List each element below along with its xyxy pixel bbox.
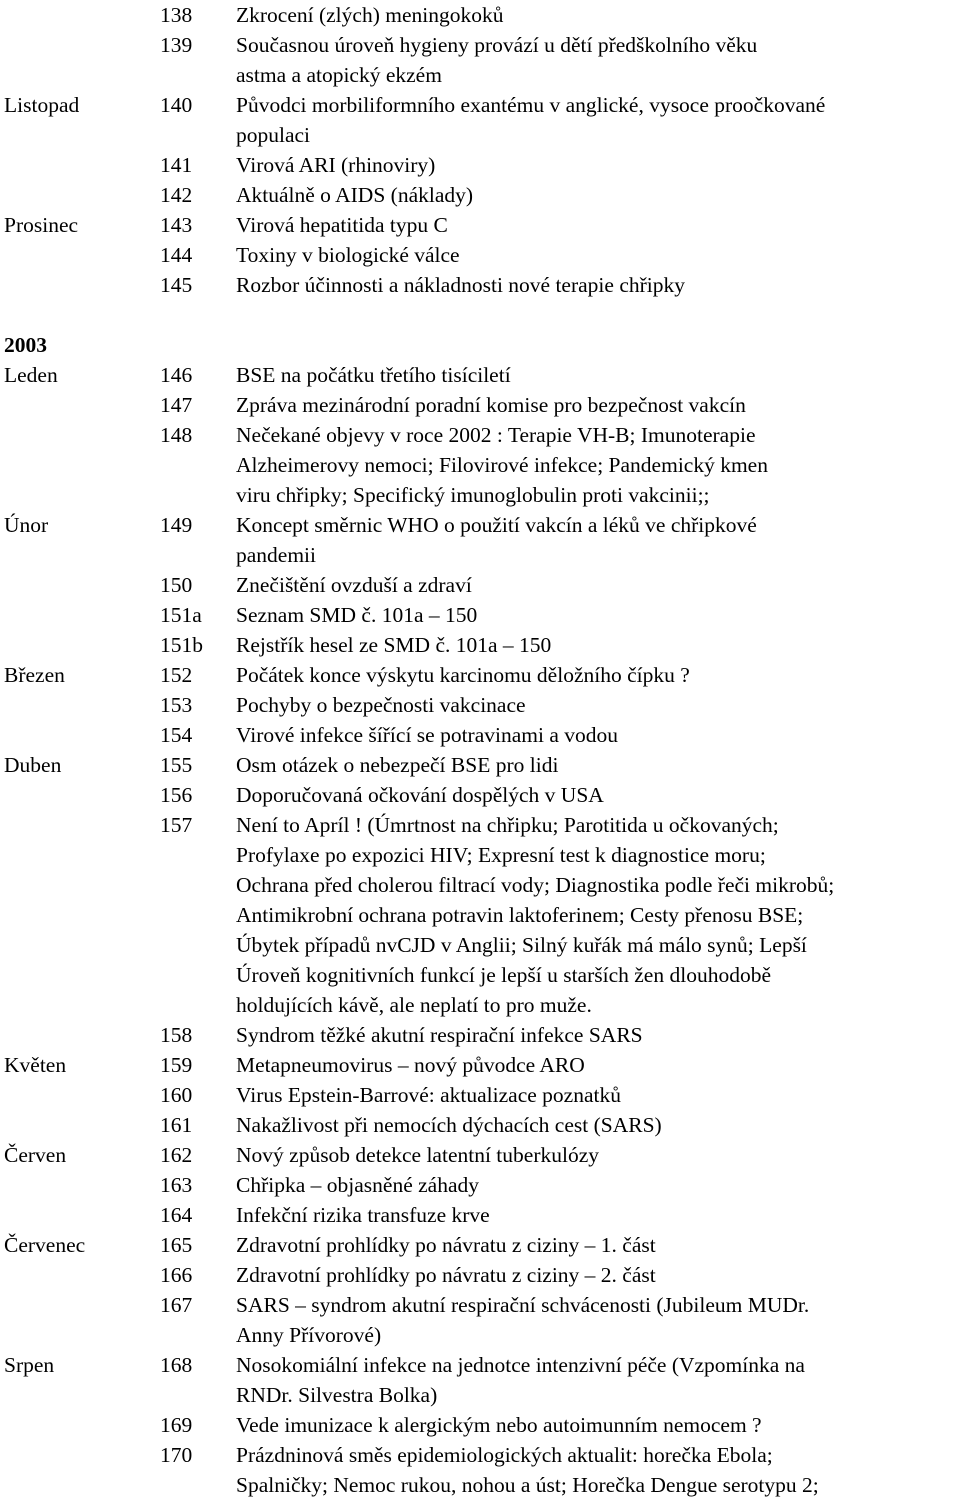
entry-row (0, 210, 960, 240)
issue-number: 158 (160, 1023, 193, 1047)
issue-number: 165 (160, 1233, 193, 1257)
issue-number: 143 (160, 213, 193, 237)
entry-continuation-row (0, 540, 960, 570)
entry-row (0, 420, 960, 450)
issue-number: 142 (160, 183, 193, 207)
entry-continuation-row (0, 900, 960, 930)
issue-title: Zkrocení (zlých) meningokoků (236, 3, 504, 27)
issue-title: populaci (236, 123, 311, 147)
issue-title: Nečekané objevy v roce 2002 : Terapie VH-B; Imunoterapie (236, 423, 756, 447)
entry-row (0, 0, 960, 30)
entry-row (0, 1140, 960, 1170)
issue-title: Virová ARI (rhinoviry) (236, 153, 436, 177)
issue-number: 145 (160, 273, 193, 297)
issue-number: 150 (160, 573, 193, 597)
entry-row (0, 1290, 960, 1320)
issue-title: Úroveň kognitivních funkcí je lepší u starších žen dlouhodobě (236, 963, 771, 987)
entry-row (0, 30, 960, 60)
entry-continuation-row (0, 840, 960, 870)
issue-title: Úbytek případů nvCJD v Anglii; Silný kuřák má málo synů; Lepší (236, 933, 807, 957)
entry-row (0, 1020, 960, 1050)
issue-title: Nosokomiální infekce na jednotce intenzivní péče (Vzpomínka na (236, 1353, 805, 1377)
month-label: Březen (4, 663, 65, 687)
entry-row (0, 180, 960, 210)
entry-continuation-row (0, 990, 960, 1020)
issue-number: 138 (160, 3, 193, 27)
year-heading-row (0, 330, 960, 360)
issue-title: Koncept směrnic WHO o použití vakcín a léků ve chřipkové (236, 513, 757, 537)
entry-continuation-row (0, 1380, 960, 1410)
entry-list-2003 (0, 360, 960, 1500)
issue-title: Pochyby o bezpečnosti vakcinace (236, 693, 526, 717)
issue-title: Nakažlivost při nemocích dýchacích cest (SARS) (236, 1113, 662, 1137)
entry-row (0, 1080, 960, 1110)
issue-title: Prázdninová směs epidemiologických aktualit: horečka Ebola; (236, 1443, 773, 1467)
entry-row (0, 1260, 960, 1290)
month-label: Duben (4, 753, 62, 777)
issue-title: Rozbor účinnosti a nákladnosti nové terapie chřipky (236, 273, 685, 297)
issue-number: 160 (160, 1083, 193, 1107)
issue-title: Virové infekce šířící se potravinami a vodou (236, 723, 619, 747)
entry-row (0, 1200, 960, 1230)
issue-number: 170 (160, 1443, 193, 1467)
issue-title: Nový způsob detekce latentní tuberkulózy (236, 1143, 600, 1167)
issue-number: 151b (160, 633, 203, 657)
issue-title: Anny Přívorové) (236, 1323, 382, 1347)
entry-row (0, 150, 960, 180)
issue-title: BSE na počátku třetího tisíciletí (236, 363, 511, 387)
issue-number: 161 (160, 1113, 193, 1137)
issue-number: 162 (160, 1143, 193, 1167)
entry-row (0, 1410, 960, 1440)
issue-number: 152 (160, 663, 193, 687)
issue-title: Původci morbiliformního exantému v anglické, vysoce proočkované (236, 93, 826, 117)
entry-row (0, 1350, 960, 1380)
entry-continuation-row (0, 120, 960, 150)
issue-number: 166 (160, 1263, 193, 1287)
entry-row (0, 1440, 960, 1470)
issue-title: holdujících kávě, ale neplatí to pro muže. (236, 993, 592, 1017)
issue-title: Toxiny v biologické válce (236, 243, 460, 267)
issue-number: 153 (160, 693, 193, 717)
issue-number: 140 (160, 93, 193, 117)
issue-title: Metapneumovirus – nový původce ARO (236, 1053, 585, 1077)
issue-title: Znečištění ovzduší a zdraví (236, 573, 472, 597)
entry-row (0, 270, 960, 300)
issue-number: 156 (160, 783, 193, 807)
issue-title: SARS – syndrom akutní respirační schvácenosti (Jubileum MUDr. (236, 1293, 810, 1317)
entry-continuation-row (0, 960, 960, 990)
issue-number: 167 (160, 1293, 193, 1317)
issue-title: Osm otázek o nebezpečí BSE pro lidi (236, 753, 559, 777)
issue-title: Seznam SMD č. 101a – 150 (236, 603, 478, 627)
issue-number: 139 (160, 33, 193, 57)
issue-title: Není to Apríl ! (Úmrtnost na chřipku; Parotitida u očkovaných; (236, 813, 779, 837)
issue-title: Aktuálně o AIDS (náklady) (236, 183, 474, 207)
issue-number: 149 (160, 513, 193, 537)
issue-title: Virus Epstein-Barrové: aktualizace poznatků (236, 1083, 621, 1107)
issue-title: pandemii (236, 543, 317, 567)
issue-title: Počátek konce výskytu karcinomu děložního čípku ? (236, 663, 690, 687)
month-label: Srpen (4, 1353, 55, 1377)
issue-title: viru chřipky; Specifický imunoglobulin proti vakcinii;; (236, 483, 710, 507)
entry-continuation-row (0, 60, 960, 90)
issue-number: 147 (160, 393, 193, 417)
entry-row (0, 570, 960, 600)
month-label: Listopad (4, 93, 80, 117)
entry-row (0, 390, 960, 420)
issue-title: astma a atopický ekzém (236, 63, 442, 87)
entry-continuation-row (0, 450, 960, 480)
issue-title: RNDr. Silvestra Bolka) (236, 1383, 438, 1407)
month-label: Prosinec (4, 213, 79, 237)
issue-title: Vede imunizace k alergickým nebo autoimunním nemocem ? (236, 1413, 762, 1437)
entry-row (0, 90, 960, 120)
month-label: Červen (4, 1143, 67, 1167)
issue-number: 144 (160, 243, 193, 267)
entry-row (0, 1110, 960, 1140)
entry-continuation-row (0, 480, 960, 510)
entry-row (0, 510, 960, 540)
entry-row (0, 780, 960, 810)
entry-row (0, 720, 960, 750)
issue-number: 164 (160, 1203, 193, 1227)
issue-title: Doporučovaná očkování dospělých v USA (236, 783, 604, 807)
entry-row (0, 630, 960, 660)
issue-number: 141 (160, 153, 193, 177)
issue-number: 148 (160, 423, 193, 447)
month-label: Květen (4, 1053, 67, 1077)
entry-row (0, 750, 960, 780)
entry-row (0, 360, 960, 390)
issue-title: Profylaxe po expozici HIV; Expresní test k diagnostice moru; (236, 843, 766, 867)
issue-title: Syndrom těžké akutní respirační infekce SARS (236, 1023, 643, 1047)
entry-row (0, 660, 960, 690)
entry-row (0, 240, 960, 270)
issue-number: 155 (160, 753, 193, 777)
issue-title: Rejstřík hesel ze SMD č. 101a – 150 (236, 633, 552, 657)
issue-number: 159 (160, 1053, 193, 1077)
entry-row (0, 810, 960, 840)
issue-title: Infekční rizika transfuze krve (236, 1203, 490, 1227)
entry-continuation-row (0, 1320, 960, 1350)
entry-list-2002 (0, 0, 960, 300)
issue-title: Současnou úroveň hygieny provází u dětí předškolního věku (236, 33, 758, 57)
issue-title: Antimikrobní ochrana potravin laktoferinem; Cesty přenosu BSE; (236, 903, 804, 927)
spacer (0, 300, 960, 330)
issue-number: 154 (160, 723, 193, 747)
issue-title: Zdravotní prohlídky po návratu z ciziny – 2. část (236, 1263, 656, 1287)
year-heading: 2003 (4, 333, 47, 357)
entry-row (0, 1050, 960, 1080)
entry-row (0, 1230, 960, 1260)
entry-continuation-row (0, 870, 960, 900)
entry-row (0, 1170, 960, 1200)
month-label: Leden (4, 363, 58, 387)
issue-title: Chřipka – objasněné záhady (236, 1173, 479, 1197)
issue-number: 169 (160, 1413, 193, 1437)
issue-title: Ochrana před cholerou filtrací vody; Diagnostika podle řeči mikrobů; (236, 873, 835, 897)
issue-number: 168 (160, 1353, 193, 1377)
month-label: Červenec (4, 1233, 86, 1257)
issue-title: Zpráva mezinárodní poradní komise pro bezpečnost vakcín (236, 393, 746, 417)
issue-number: 151a (160, 603, 202, 627)
issue-number: 163 (160, 1173, 193, 1197)
month-label: Únor (4, 513, 49, 537)
entry-row (0, 600, 960, 630)
issue-title: Spalničky; Nemoc rukou, nohou a úst; Horečka Dengue serotypu 2; (236, 1473, 819, 1497)
issue-number: 157 (160, 813, 193, 837)
issue-number: 146 (160, 363, 193, 387)
entry-continuation-row (0, 1470, 960, 1500)
issue-title: Alzheimerovy nemoci; Filovirové infekce; Pandemický kmen (236, 453, 768, 477)
issue-title: Virová hepatitida typu C (236, 213, 448, 237)
issue-title: Zdravotní prohlídky po návratu z ciziny – 1. část (236, 1233, 656, 1257)
entry-continuation-row (0, 930, 960, 960)
entry-row (0, 690, 960, 720)
